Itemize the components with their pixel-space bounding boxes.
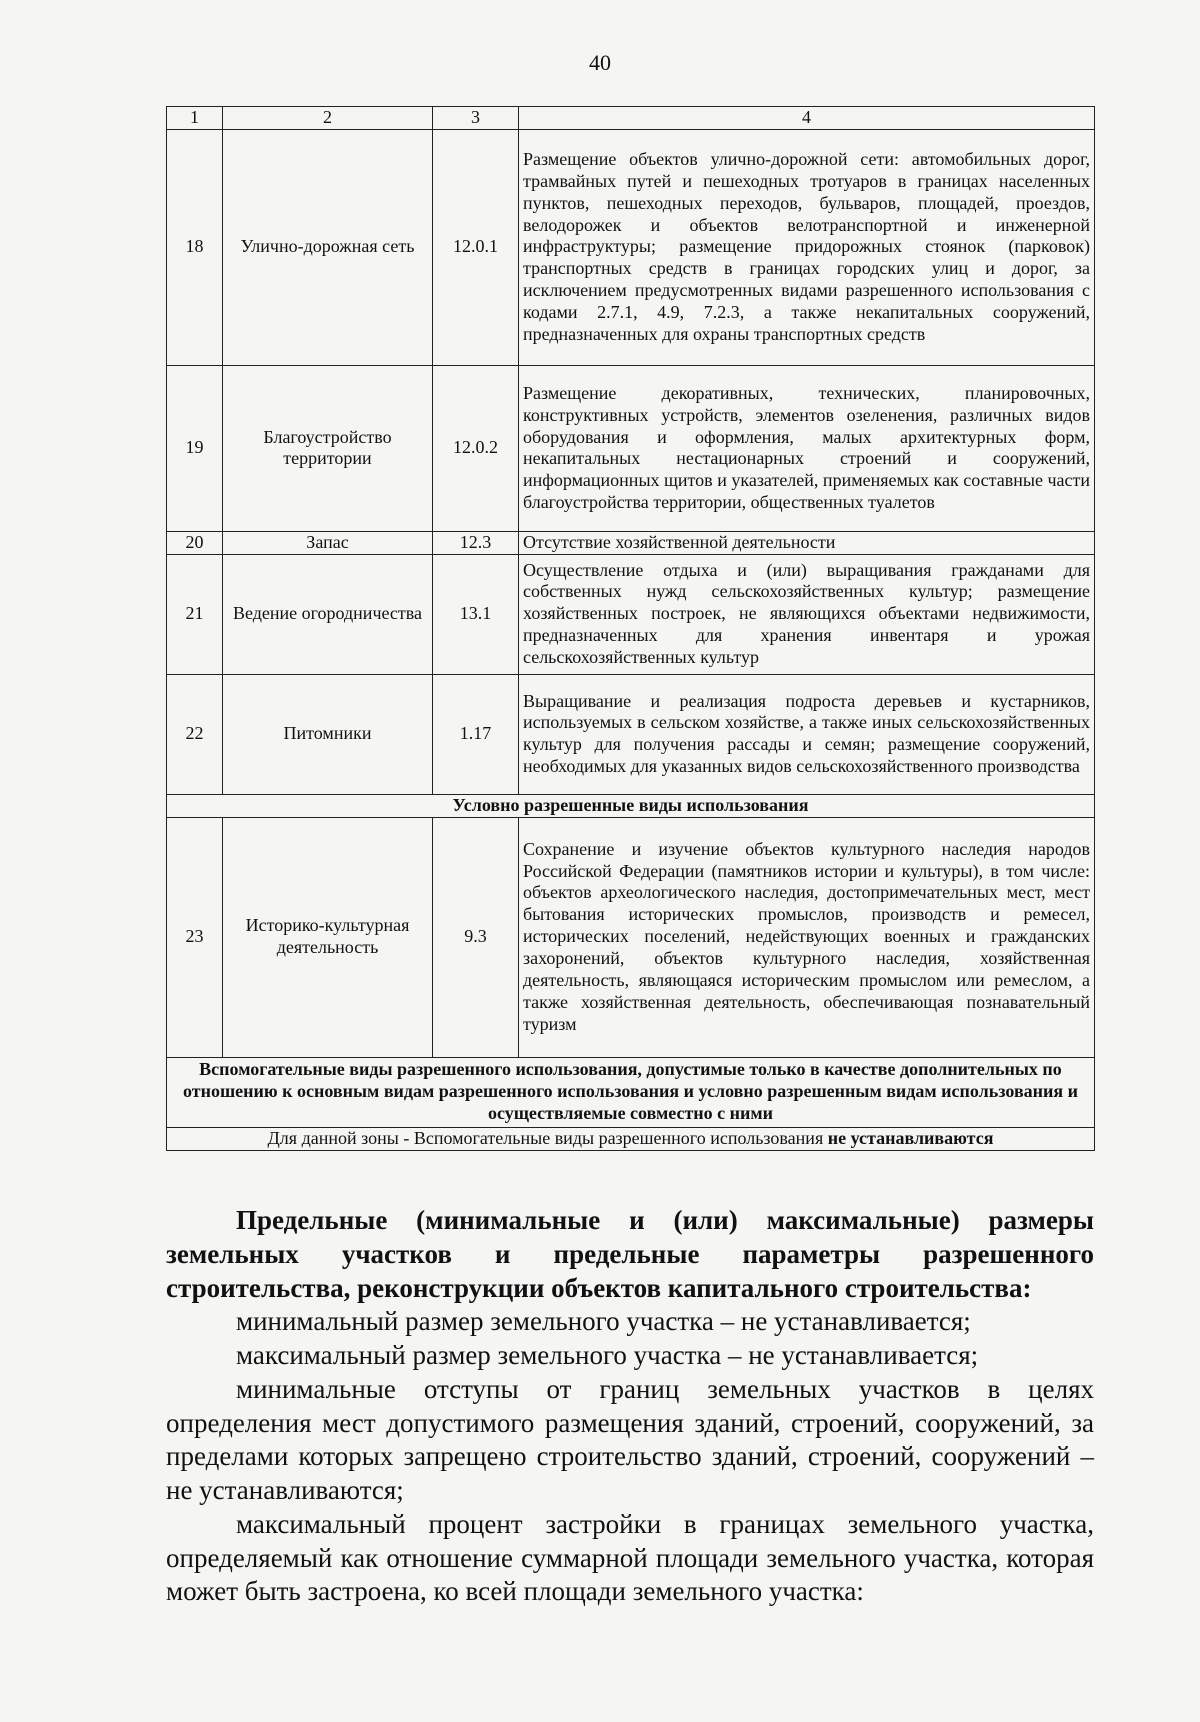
note-emphasis: не устанавливаются bbox=[827, 1127, 994, 1148]
section-row bbox=[167, 794, 1095, 817]
paragraph: минимальные отступы от границ земельных участков в целях определения мест допустимого размещения зданий, строений, сооружений, за пределами которых запрещено строительство зданий, строений, сооружений – не устанавливаются; bbox=[166, 1373, 1094, 1505]
use-description: Отсутствие хозяйственной деятельности bbox=[519, 531, 1095, 554]
table-row bbox=[167, 365, 1095, 531]
paragraph: минимальный размер земельного участка – не устанавливается; bbox=[236, 1306, 971, 1337]
row-number: 18 bbox=[167, 129, 223, 365]
page-number: 40 bbox=[589, 50, 611, 75]
use-name: Ведение огородничества bbox=[223, 554, 433, 674]
paragraph: максимальный размер земельного участка – не устанавливается; bbox=[236, 1340, 979, 1370]
use-description: Осуществление отдыха и (или) выращивания гражданами для собственных нужд сельскохозяйственных культур; размещение хозяйственных построек, не являющихся объектами недвижимости, предназначенных для хранения инвентаря и урожая сельскохозяйственных культур bbox=[519, 554, 1095, 674]
row-number: 20 bbox=[167, 531, 223, 554]
column-header: 1 bbox=[167, 107, 223, 130]
column-header: 3 bbox=[433, 107, 519, 130]
land-use-table bbox=[166, 106, 1095, 1151]
use-code: 12.3 bbox=[433, 531, 519, 554]
conditional-uses-title: Условно разрешенные виды использования bbox=[167, 794, 1095, 817]
row-number: 23 bbox=[167, 817, 223, 1057]
row-number: 19 bbox=[167, 365, 223, 531]
table-header-row bbox=[167, 107, 1095, 130]
use-name: Питомники bbox=[223, 674, 433, 794]
use-code: 9.3 bbox=[433, 817, 519, 1057]
use-code: 13.1 bbox=[433, 554, 519, 674]
use-description: Размещение объектов улично-дорожной сети: автомобильных дорог, трамвайных путей и пешеходных тротуаров в границах населенных пунктов, пешеходных переходов, бульваров, площадей, проездов, велодорожек и объектов велотранспортной и инженерной инфраструктуры; размещение придорожных стоянок (парковок) транспортных средств в границах городских улиц и дорог, за исключением предусмотренных видами разрешенного использования с кодами 2.7.1, 4.9, 7.2.3, а также некапитальных сооружений, предназначенных для охраны транспортных средств bbox=[519, 129, 1095, 365]
use-code: 12.0.1 bbox=[433, 129, 519, 365]
section-row bbox=[167, 1057, 1095, 1127]
use-name: Благоустройство территории bbox=[223, 365, 433, 531]
table-row bbox=[167, 674, 1095, 794]
auxiliary-uses-title: Вспомогательные виды разрешенного использования, допустимые только в качестве дополнительных по отношению к основным видам разрешенного использования и условно разрешенным видам использования и осуществляемые совместно с ними bbox=[167, 1057, 1095, 1127]
row-number: 21 bbox=[167, 554, 223, 674]
column-header: 4 bbox=[519, 107, 1095, 130]
use-name: Улично-дорожная сеть bbox=[223, 129, 433, 365]
table-row bbox=[167, 531, 1095, 554]
use-name: Историко-культурная деятельность bbox=[223, 817, 433, 1057]
auxiliary-uses-note bbox=[167, 1127, 1095, 1150]
use-code: 12.0.2 bbox=[433, 365, 519, 531]
section-heading: Предельные (минимальные и (или) максимальные) размеры земельных участков и предельные параметры разрешенного строительства, реконструкции объектов капитального строительства: bbox=[166, 1205, 1094, 1303]
paragraph: максимальный процент застройки в границах земельного участка, определяемый как отношение суммарной площади земельного участка, которая может быть застроена, ко всей площади земельного участка: bbox=[166, 1508, 1094, 1607]
use-description: Выращивание и реализация подроста деревьев и кустарников, используемых в сельском хозяйстве, а также иных сельскохозяйственных культур для получения рассады и семян; размещение сооружений, необходимых для указанных видов сельскохозяйственного производства bbox=[519, 674, 1095, 794]
use-code: 1.17 bbox=[433, 674, 519, 794]
row-number: 22 bbox=[167, 674, 223, 794]
use-description: Сохранение и изучение объектов культурного наследия народов Российской Федерации (памятников истории и культуры), в том числе: объектов археологического наследия, достопримечательных мест, мест бытования исторических промыслов, производств и ремесел, исторических поселений, недействующих военных и гражданских захоронений, объектов культурного наследия, хозяйственная деятельность, являющаяся историческим промыслом или ремеслом, а также хозяйственная деятельность, обеспечивающая познавательный туризм bbox=[519, 817, 1095, 1057]
note-text: Для данной зоны - Вспомогательные виды разрешенного использования bbox=[267, 1127, 828, 1148]
note-row bbox=[167, 1127, 1095, 1150]
use-description: Размещение декоративных, технических, планировочных, конструктивных устройств, элементов озеленения, различных видов оборудования и оформления, малых архитектурных форм, некапитальных нестационарных строений и сооружений, информационных щитов и указателей, применяемых как составные части благоустройства территории, общественных туалетов bbox=[519, 365, 1095, 531]
table-row bbox=[167, 129, 1095, 365]
use-name: Запас bbox=[223, 531, 433, 554]
table-row bbox=[167, 817, 1095, 1057]
parameters-section bbox=[166, 1204, 1094, 1609]
column-header: 2 bbox=[223, 107, 433, 130]
table-row bbox=[167, 554, 1095, 674]
